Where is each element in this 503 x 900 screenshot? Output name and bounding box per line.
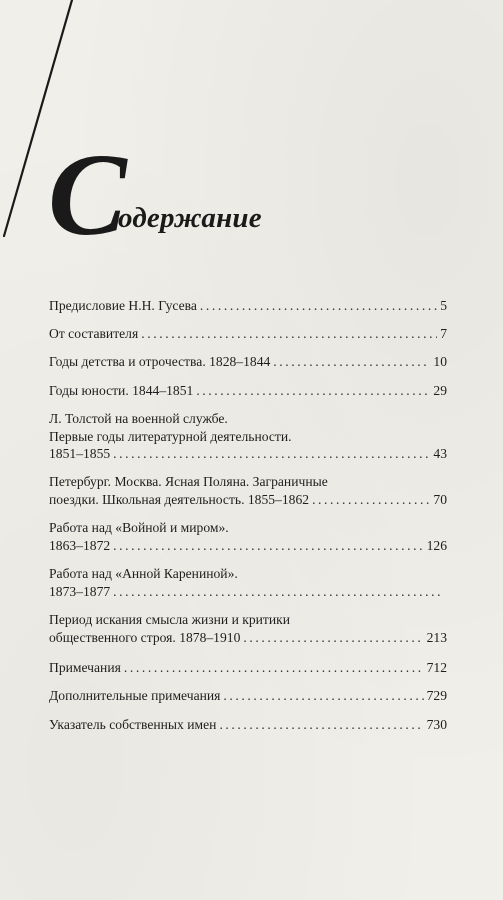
toc-entry-line bbox=[49, 325, 447, 343]
toc-page-number: 5 bbox=[440, 298, 447, 313]
toc-page-number: 29 bbox=[433, 383, 447, 398]
toc-entry[interactable] bbox=[49, 297, 447, 315]
dot-leader bbox=[273, 353, 430, 371]
toc-entry[interactable] bbox=[49, 519, 447, 554]
dot-leader bbox=[124, 659, 424, 677]
toc-page-number: 70 bbox=[433, 491, 447, 507]
toc-entry-title: Указатель собственных имен bbox=[49, 717, 217, 732]
toc-page-number: 213 bbox=[426, 629, 447, 645]
toc-page-number: 712 bbox=[426, 660, 447, 675]
dot-leader bbox=[113, 445, 430, 463]
dot-leader bbox=[200, 297, 437, 315]
toc-entry[interactable] bbox=[49, 565, 447, 600]
toc-entry-title: поездки. Школьная деятельность. 1855–1862 bbox=[49, 491, 310, 507]
toc-entry-title-line: Первые годы литературной деятельности. bbox=[49, 428, 292, 444]
toc-entry-line bbox=[49, 629, 447, 647]
dot-leader bbox=[141, 325, 437, 343]
toc-entry[interactable] bbox=[49, 611, 447, 646]
toc-entry-line bbox=[49, 659, 447, 677]
toc-entry-line bbox=[49, 716, 447, 734]
toc-entry-line bbox=[49, 353, 447, 371]
dot-leader bbox=[223, 687, 423, 705]
toc-entry[interactable] bbox=[49, 716, 447, 734]
heading-rest-word: одержание bbox=[118, 202, 262, 234]
heading-initial-letter: С bbox=[48, 129, 127, 260]
toc-page-number: 10 bbox=[433, 354, 447, 369]
dot-leader bbox=[312, 491, 430, 509]
dot-leader bbox=[243, 629, 423, 647]
toc-entry-title: Годы детства и отрочества. 1828–1844 bbox=[49, 354, 271, 369]
toc-entry-title-line: Петербург. Москва. Ясная Поляна. Заграничные bbox=[49, 474, 328, 489]
toc-entry[interactable] bbox=[49, 659, 447, 677]
toc-entry-line bbox=[49, 687, 447, 705]
dot-leader bbox=[219, 716, 423, 734]
toc-page-number: 7 bbox=[440, 326, 447, 341]
toc-entry-title-line: Период искания смысла жизни и критики bbox=[49, 612, 291, 627]
toc-page-number: 43 bbox=[433, 446, 447, 461]
toc-entry-title: Дополнительные примечания bbox=[49, 688, 221, 703]
toc-entry-line bbox=[49, 382, 447, 400]
toc-entry-title-line: Работа над «Анной Карениной». bbox=[49, 566, 238, 581]
toc-entry-title: 1863–1872 bbox=[49, 537, 111, 553]
toc-entry-line bbox=[49, 491, 447, 509]
toc-entry-title: общественного строя. 1878–1910 bbox=[49, 629, 241, 645]
toc-entry-title: 1851–1855 bbox=[49, 446, 111, 461]
toc-entry-title: Предисловие Н.Н. Гусева bbox=[49, 298, 197, 313]
toc-entry-title: Примечания bbox=[49, 660, 121, 675]
dot-leader bbox=[196, 382, 430, 400]
toc-entry-title: 1873–1877 bbox=[49, 583, 111, 599]
toc-entry-line bbox=[49, 583, 447, 601]
toc-entry[interactable] bbox=[49, 325, 447, 343]
toc-entry[interactable] bbox=[49, 473, 447, 508]
dot-leader bbox=[113, 537, 423, 555]
contents-heading bbox=[48, 129, 488, 260]
toc-entry[interactable] bbox=[49, 382, 447, 400]
toc-page-number: 126 bbox=[426, 537, 447, 553]
toc-page-number: 730 bbox=[426, 717, 447, 732]
toc-entry-title: От составителя bbox=[49, 326, 139, 341]
toc-entry-title: Годы юности. 1844–1851 bbox=[49, 383, 194, 398]
toc-entry-title-line: Работа над «Войной и миром». bbox=[49, 520, 229, 535]
toc-entry-title-line: Л. Толстой на военной службе. bbox=[49, 411, 228, 426]
toc-entry[interactable] bbox=[49, 410, 447, 463]
toc-entry[interactable] bbox=[49, 353, 447, 371]
toc-entry-line bbox=[49, 537, 447, 555]
toc-entry-line bbox=[49, 445, 447, 463]
dot-leader bbox=[113, 583, 444, 601]
toc-page-number: 729 bbox=[426, 688, 447, 703]
toc-entry[interactable] bbox=[49, 687, 447, 705]
toc-entry-line bbox=[49, 297, 447, 315]
